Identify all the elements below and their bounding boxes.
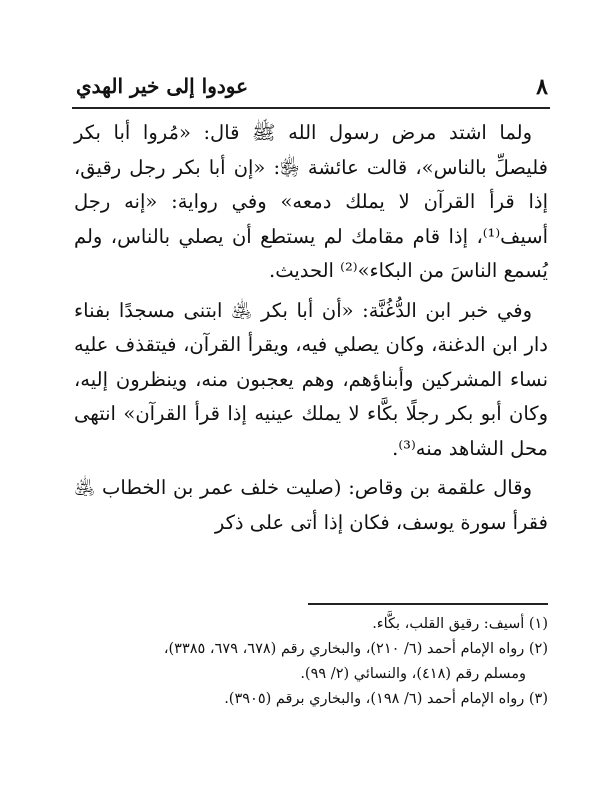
footnote: (١) أسيف: رقيق القلب، بكَّاء. [372,616,548,632]
footnote-continuation: ومسلم رقم (٤١٨)، والنسائي (٢/ ٩٩). [300,666,526,682]
paragraph: وقال علقمة بن وقاص: (صليت خلف عمر بن الخطاب ﵁ فقرأ سورة يوسف، فكان إذا أتى على ذكر [74,476,548,534]
footnote: (٣) رواه الإمام أحمد (٦/ ١٩٨)، والبخاري برقم (٣٩٠٥). [224,691,548,707]
footnote: (٢) رواه الإمام أحمد (٦/ ٢١٠)، والبخاري رقم (٦٧٨، ٦٧٩، ٣٣٨٥)، [163,641,548,657]
footnotes [74,612,548,712]
header-divider [72,107,550,109]
main-text [74,116,548,545]
page-number: ٨ [536,74,548,100]
page-header [72,70,550,104]
footnote-divider [308,603,548,605]
paragraph: ولما اشتد مرض رسول الله ﷺ قال: «مُروا أبا بكر فليصلِّ بالناس»، قالت عائشة ﵂: «إن أبا بكر رجل رقيق، إذا قرأ القرآن لا يملك دمعه» وفي رواية: «إنه رجل أسيف⁽¹⁾، إذا قام مقامك لم يستطع أن يصلي بالناس، ولم يُسمع الناسَ من البكاء»⁽²⁾ الحديث. [74,121,548,282]
running-title: عودوا إلى خير الهدي [76,74,249,98]
paragraph: وفي خبر ابن الدُّغُنَّة: «أن أبا بكر ﵁ ابتنى مسجدًا بفناء دار ابن الدغنة، وكان يصلي فيه، ويقرأ القرآن، فيتقذف عليه نساء المشركين وأبناؤهم، وهم يعجبون منه، وينظرون إليه، وكان أبو بكر رجلًا بكَّاء لا يملك عينيه إذا قرأ القرآن» انتهى محل الشاهد منه⁽³⁾. [74,298,548,460]
